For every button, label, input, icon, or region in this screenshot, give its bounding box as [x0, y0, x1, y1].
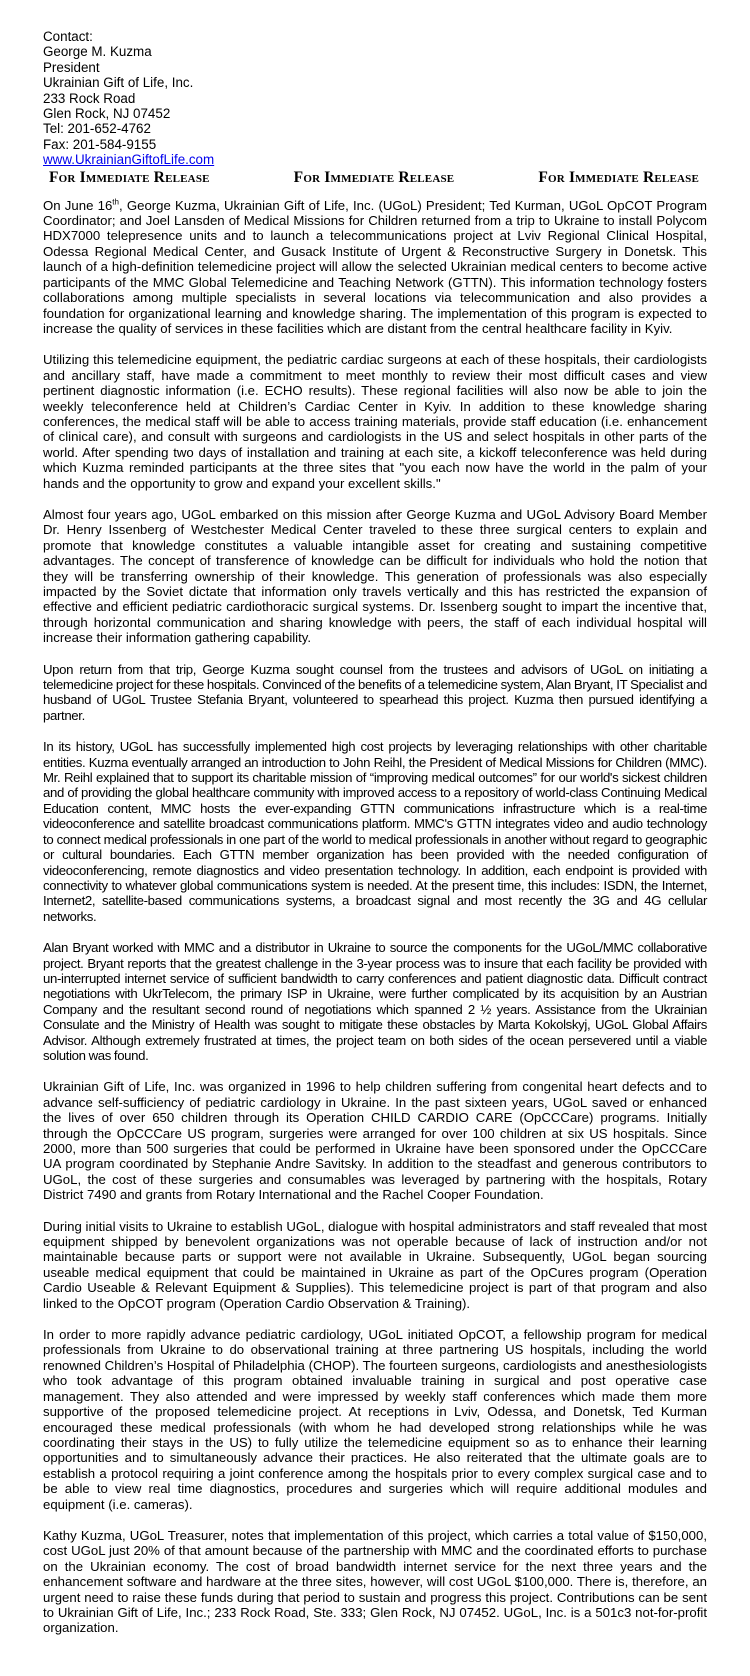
- contact-block: [43, 29, 707, 168]
- paragraph-rest: , George Kuzma, Ukrainian Gift of Life, Inc. (UGoL) President; Ted Kurman, UGoL OpCOT Program Coordinator; and Joel Lansden of Medical Missions for Children returned from a trip to Ukraine to install Polycom HDX7000 telepresence units and to launch a telecommunications project at Lviv Regional Clinical Hospital, Odessa Regional Medical Center, and Gusack Institute of Urgent & Reconstructive Surgery in Donetsk. This launch of a high-definition telemedicine project will allow the selected Ukrainian medical centers to become active participants of the MMC Global Telemedicine and Teaching Network (GTTN). This information technology fosters collaborations among multiple specialists in several locations via telecommunication and also provides a foundation for organizational learning and knowledge sharing. The implementation of this program is expected to increase the quality of services in these facilities which are distant from the central healthcare facility in Kyiv.: [43, 197, 707, 336]
- paragraph: [43, 198, 707, 337]
- contact-tel: Tel: 201-652-4762: [43, 121, 151, 137]
- ordinal-suffix: th: [112, 197, 119, 207]
- contact-organization: Ukrainian Gift of Life, Inc.: [43, 75, 194, 91]
- paragraph: In order to more rapidly advance pediatric cardiology, UGoL initiated OpCOT, a fellowship program for medical professionals from Ukraine to do observational training at three partnering US hospitals, including the world renowned Children’s Hospital of Philadelphia (CHOP). The fourteen surgeons, cardiologists and anesthesiologists who took advantage of this program obtained invaluable training in surgical and post operative case management. They also attended and were impressed by weekly staff conferences which made them more supportive of the proposed telemedicine project. At receptions in Lviv, Odessa, and Donetsk, Ted Kurman encouraged these medical professionals (with whom he had developed strong relationships while he was coordinating their stays in the US) to fully utilize the telemedicine equipment so as to enhance their learning opportunities and to simultaneously advance their practices. He also reiterated that the ultimate goals are to establish a protocol requiring a joint conference among the hospitals prior to every complex surgical case and to be able to view real time diagnostics, procedures and surgeries which will require additional modules and equipment (i.e. cameras).: [43, 1327, 707, 1512]
- press-release-page: [43, 29, 707, 1652]
- contact-name: George M. Kuzma: [43, 44, 152, 60]
- release-label: For Immediate Release: [538, 168, 699, 186]
- paragraph: Kathy Kuzma, UGoL Treasurer, notes that implementation of this project, which carries a total value of $150,000, cost UGoL just 20% of that amount because of the partnership with MMC and the coordinated efforts to purchase on the Ukrainian economy. The cost of broad bandwidth internet service for the next three years and the enhancement software and hardware at the three sites, however, will cost UGoL $100,000. There is, therefore, an urgent need to raise these funds during that period to sustain and progress this project. Contributions can be sent to Ukrainian Gift of Life, Inc.; 233 Rock Road, Ste. 333; Glen Rock, NJ 07452. UGoL, Inc. is a 501c3 not-for-profit organization.: [43, 1527, 707, 1636]
- article-body: [43, 198, 707, 1636]
- paragraph: Utilizing this telemedicine equipment, the pediatric cardiac surgeons at each of these hospitals, their cardiologists and ancillary staff, have made a commitment to meet monthly to review their most difficult cases and view pertinent diagnostic information (i.e. ECHO results). These regional facilities will also now be able to join the weekly teleconference held at Children’s Cardiac Center in Kyiv. In addition to these knowledge sharing conferences, the medical staff will be able to access training materials, provide staff education (i.e. enhancement of clinical care), and consult with surgeons and cardiologists in the US and select hospitals in other parts of the world. After spending two days of installation and training at each site, a kickoff teleconference was held during which Kuzma reminded participants at the three sites that "you each now have the world in the palm of your hands and the opportunity to grow and expand your excellent skills.": [43, 352, 707, 491]
- paragraph: Almost four years ago, UGoL embarked on this mission after George Kuzma and UGoL Advisory Board Member Dr. Henry Issenberg of Westchester Medical Center traveled to these three surgical centers to explain and promote that knowledge constitutes a valuable intangible asset for creating and sustaining competitive advantages. The concept of transference of knowledge can be difficult for individuals who hold the notion that they will be transferring ownership of their knowledge. This generation of professionals was also especially impacted by the Soviet dictate that information only travels vertically and this has restricted the expansion of effective and efficient pediatric cardiothoracic surgical systems. Dr. Issenberg sought to impart the incentive that, through horizontal communication and sharing knowledge with peers, the staff of each individual hospital will increase their information gathering capability.: [43, 506, 707, 646]
- contact-title: President: [43, 59, 100, 75]
- contact-fax: Fax: 201-584-9155: [43, 136, 157, 152]
- website-link[interactable]: www.UkrainianGiftofLife.com: [43, 152, 215, 168]
- contact-heading: Contact:: [43, 29, 93, 44]
- paragraph: Alan Bryant worked with MMC and a distributor in Ukraine to source the components for the UGoL/MMC collaborative project. Bryant reports that the greatest challenge in the 3-year process was to insure that each facility be provided with un-interrupted internet service of sufficient bandwidth to carry conferences and patient diagnostic data. Difficult contract negotiations with UkrTelecom, the primary ISP in Ukraine, were further complicated by its acquisition by an Austrian Company and the resultant second round of negotiations which spanned 2 ½ years. Assistance from the Ukrainian Consulate and the Ministry of Health was sought to mitigate these obstacles by Marta Kokolskyj, UGoL Global Affairs Advisor. Although extremely frustrated at times, the project team on both sides of the ocean persevered until a viable solution was found.: [43, 940, 707, 1063]
- release-header: [43, 170, 707, 186]
- paragraph-lead: On June 16: [43, 197, 113, 213]
- paragraph: Ukrainian Gift of Life, Inc. was organized in 1996 to help children suffering from congenital heart defects and to advance self-sufficiency of pediatric cardiology in Ukraine. In the past sixteen years, UGoL saved or enhanced the lives of over 650 children through its Operation CHILD CARDIO CARE (OpCCCare) programs. Initially through the OpCCCare US program, surgeries were arranged for over 100 children at six US hospitals. Since 2000, more than 500 surgeries that could be performed in Ukraine have been sponsored under the OpCCCare UA program coordinated by Stephanie Andre Savitsky. In addition to the steadfast and generous contributors to UGoL, the cost of these surgeries and consumables was leveraged by partnering with the hospitals, Rotary District 7490 and grants from Rotary International and the Rachel Cooper Foundation.: [43, 1079, 707, 1203]
- contact-street: 233 Rock Road: [43, 90, 136, 106]
- paragraph: In its history, UGoL has successfully implemented high cost projects by leveraging relationships with other charitable entities. Kuzma eventually arranged an introduction to John Reihl, the President of Medical Missions for Children (MMC). Mr. Reihl explained that to support its charitable mission of “improving medical outcomes” for our world's sickest children and of providing the global healthcare community with improved access to a repository of world-class Continuing Medical Education content, MMC hosts the ever-expanding GTTN communications infrastructure which is a real-time videoconference and satellite broadcast communications platform. MMC's GTTN integrates video and audio technology to connect medical professionals in one part of the world to medical professionals in another without regard to geographic or cultural boundaries. Each GTTN member organization has been provided with the needed configuration of videoconferencing, remote diagnostics and video presentation technology. In addition, each endpoint is provided with connectivity to whatever global communications system is needed. At the present time, this includes: ISDN, the Internet, Internet2, satellite-based communications systems, a broadcast signal and most recently the 3G and 4G cellular networks.: [43, 739, 707, 924]
- contact-city: Glen Rock, NJ 07452: [43, 106, 171, 122]
- paragraph: During initial visits to Ukraine to establish UGoL, dialogue with hospital administrators and staff revealed that most equipment shipped by benevolent organizations was not operable because of lack of instruction and/or not maintainable because parts or support were not available in Ukraine. Subsequently, UGoL began sourcing useable medical equipment that could be maintained in Ukraine as part of the OpCures program (Operation Cardio Useable & Relevant Equipment & Supplies). This telemedicine project is part of that program and also linked to the OpCOT program (Operation Cardio Observation & Training).: [43, 1218, 707, 1311]
- release-label: For Immediate Release: [293, 168, 455, 186]
- release-label: For Immediate Release: [49, 168, 210, 186]
- paragraph: Upon return from that trip, George Kuzma sought counsel from the trustees and advisors of UGoL on initiating a telemedicine project for these hospitals. Convinced of the benefits of a telemedicine system, Alan Bryant, IT Specialist and husband of UGoL Trustee Stefania Bryant, volunteered to spearhead this project. Kuzma then pursued identifying a partner.: [43, 661, 707, 723]
